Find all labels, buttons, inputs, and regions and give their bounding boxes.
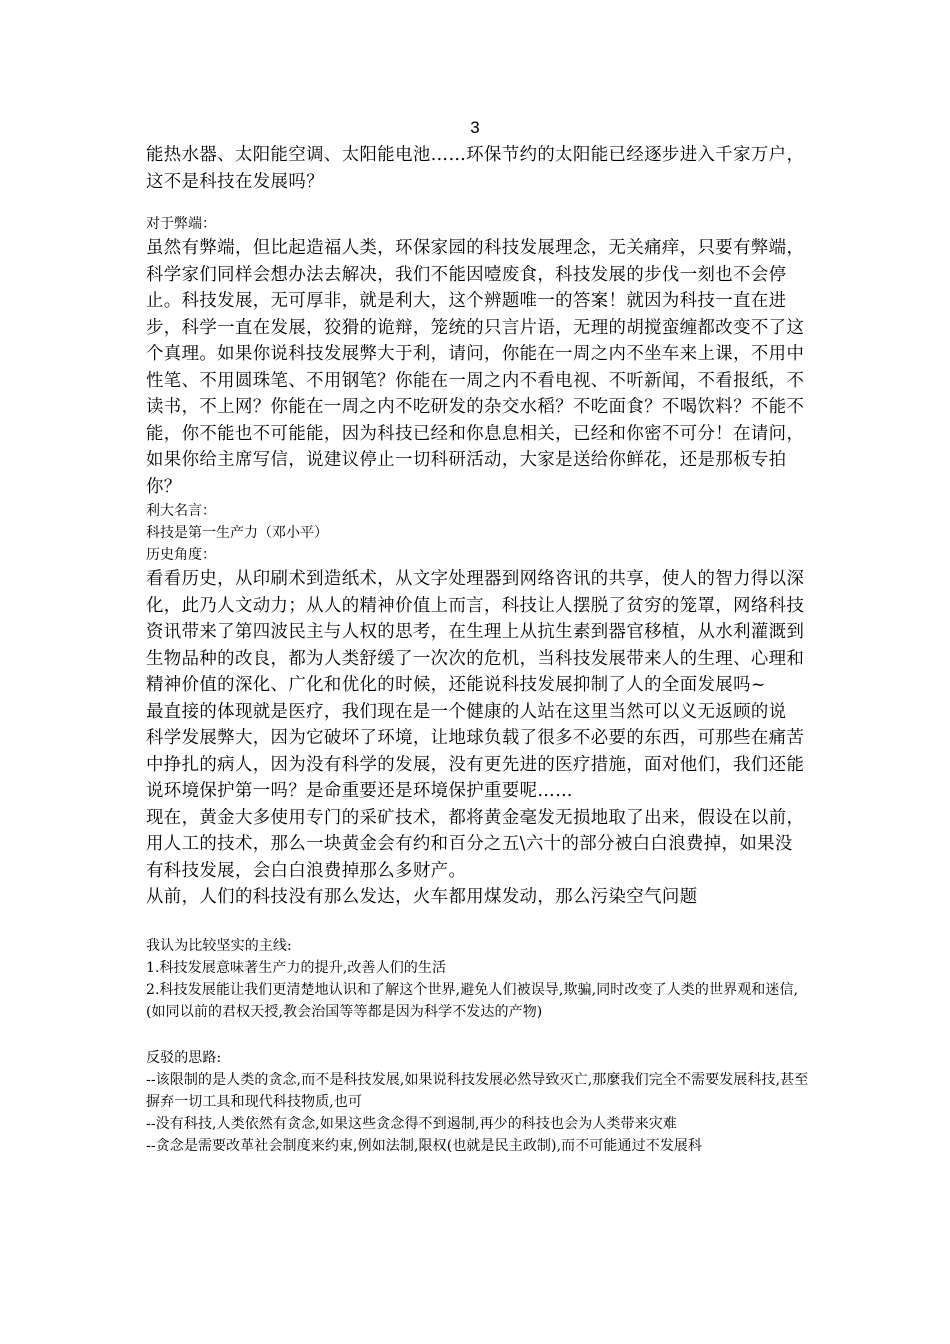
mainline-item-2: 2.科技发展能让我们更清楚地认识和了解这个世界,避免人们被误导,欺骗,同时改变了人类的世界观和迷信,(如同以前的君权天授,教会治国等等都是因为科学不发达的产物)	[146, 981, 799, 1020]
paragraph-gold: 现在，黄金大多使用专门的采矿技术，都将黄金毫发无损地取了出来，假设在以前，用人工的技术，那么一块黄金会有约和百分之五\六十的部分被白白浪费掉，如果没有科技发展，会白白浪费掉那么多财产。	[146, 807, 805, 881]
label-rebuttal: 反驳的思路:	[146, 1049, 222, 1066]
paragraph-train: 从前，人们的科技没有那么发达，火车都用煤发动，那么污染空气问题	[146, 887, 698, 907]
rebuttal-item-2: --没有科技,人类依然有贪念,如果这些贪念得不到遏制,再少的科技也会为人类带来灾难	[146, 1115, 677, 1132]
label-disadvantage: 对于弊端：	[146, 216, 216, 232]
quote-text: 科技是第一生产力（邓小平）	[146, 525, 328, 541]
rebuttal-item-1: --该限制的是人类的贪念,而不是科技发展,如果说科技发展必然导致灭亡,那麼我们完全不需要发展科技,甚至摒弃一切工具和现代科技物质,也可	[146, 1071, 809, 1110]
label-mainline: 我认为比较坚实的主线:	[146, 937, 292, 954]
paragraph-medical: 最直接的体现就是医疗，我们现在是一个健康的人站在这里当然可以义无返顾的说 科学发展弊大，因为它破坏了环境，让地球负载了很多不必要的东西，可那些在痛苦中挣扎的病人，因为没有科学的发展，没有更先进的医疗措施，面对他们，我们还能说环境保护第一吗？是命重要还是环境保护重要呢……	[146, 701, 805, 801]
paragraph-history: 看看历史，从印刷术到造纸术，从文字处理器到网络咨讯的共享，使人的智力得以深化，此乃人文动力；从人的精神价值上而言，科技让人摆脱了贫穷的笼罩，网络科技资讯带来了第四波民主与人权的思考，在生理上从抗生素到器官移植，从水利灌溉到生物品种的改良，都为人类舒缓了一次次的危机，当科技发展带来人的生理、心理和精神价值的深化、广化和优化的时候，还能说科技发展抑制了人的全面发展吗~	[146, 569, 805, 695]
label-history: 历史角度：	[146, 547, 216, 563]
rebuttal-item-3: --贪念是需要改革社会制度来约束,例如法制,限权(也就是民主政制),而不可能通过不发展科	[146, 1137, 703, 1154]
mainline-item-1: 1.科技发展意味著生产力的提升,改善人们的生活	[146, 959, 447, 976]
paragraph-disadvantage: 虽然有弊端，但比起造福人类，环保家园的科技发展理念，无关痛痒，只要有弊端，科学家们同样会想办法去解决，我们不能因噎废食，科技发展的步伐一刻也不会停止。科技发展，无可厚非，就是利大，这个辨题唯一的答案！就因为科技一直在进步，科学一直在发展，狡猾的诡辩，笼统的只言片语，无理的胡搅蛮缠都改变不了这个真理。如果你说科技发展弊大于利，请问，你能在一周之内不坐车来上课，不用中性笔、不用圆珠笔、不用钢笔？你能在一周之内不看电视、不听新闻，不看报纸，不读书，不上网？你能在一周之内不吃研发的杂交水稻？不吃面食？不喝饮料？不能不能，你不能也不可能能，因为科技已经和你息息相关，已经和你密不可分！在请问，如果你给主席写信，说建议停止一切科研活动，大家是送给你鲜花，还是那板专拍你？	[146, 238, 805, 497]
page-number: 3	[470, 118, 480, 137]
label-quote: 利大名言：	[146, 503, 216, 519]
paragraph-intro: 能热水器、太阳能空调、太阳能电池……环保节约的太阳能已经逐步进入千家万户，这不是科技在发展吗？	[146, 145, 805, 192]
document-body	[146, 142, 810, 1157]
